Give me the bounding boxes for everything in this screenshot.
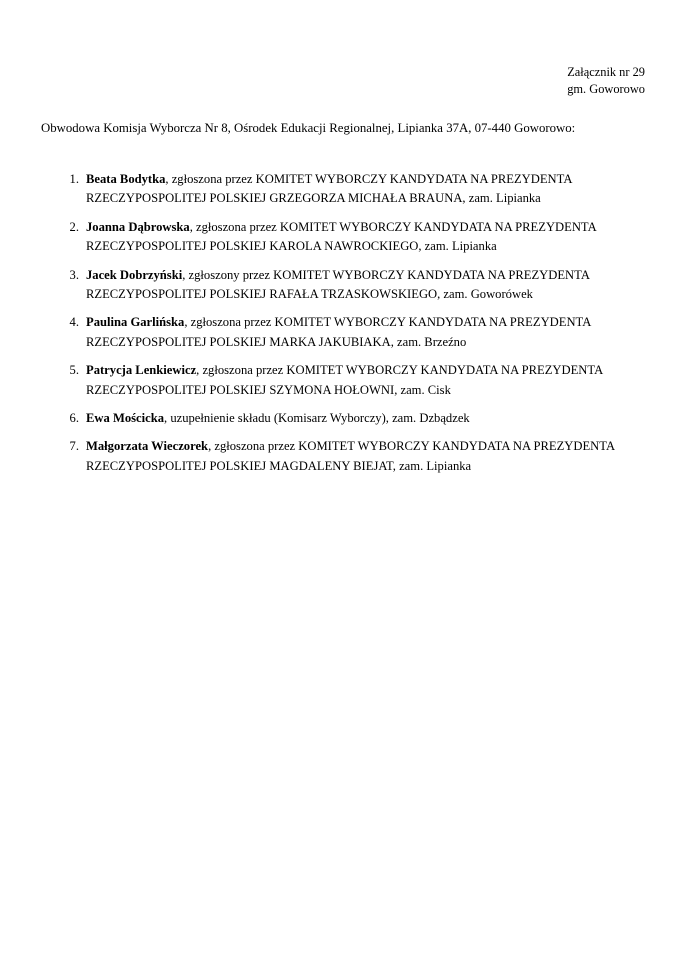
list-item-number: 1. <box>69 172 79 186</box>
list-item <box>41 170 649 209</box>
candidate-detail: , zgłoszona przez KOMITET WYBORCZY KANDYDATA NA PREZYDENTA RZECZYPOSPOLITEJ POLSKIEJ MAGDALENY BIEJAT, zam. Lipianka <box>86 439 615 473</box>
candidate-name: Jacek Dobrzyński <box>86 267 183 282</box>
document-header <box>567 64 645 98</box>
list-item-number: 2. <box>69 219 79 234</box>
list-item-number: 7. <box>69 439 79 454</box>
commission-heading: Obwodowa Komisja Wyborcza Nr 8, Ośrodek Edukacji Regionalnej, Lipianka 37A, 07-440 Goworowo: <box>41 121 576 135</box>
candidate-name: Beata Bodytka <box>86 172 166 186</box>
list-item-number: 3. <box>69 267 79 282</box>
candidate-detail: , uzupełnienie składu (Komisarz Wyborczy), zam. Dzbądzek <box>164 411 470 426</box>
list-item <box>41 218 649 257</box>
candidate-detail: , zgłoszona przez KOMITET WYBORCZY KANDYDATA NA PREZYDENTA RZECZYPOSPOLITEJ POLSKIEJ GRZEGORZA MICHAŁA BRAUNA, zam. Lipianka <box>86 172 572 206</box>
list-item <box>41 313 649 352</box>
candidate-detail: , zgłoszona przez KOMITET WYBORCZY KANDYDATA NA PREZYDENTA RZECZYPOSPOLITEJ POLSKIEJ MARKA JAKUBIAKA, zam. Brzeźno <box>86 315 591 349</box>
list-item <box>41 437 649 476</box>
candidate-name: Ewa Mościcka <box>86 411 165 426</box>
candidate-name: Paulina Garlińska <box>86 315 185 330</box>
candidate-detail: , zgłoszona przez KOMITET WYBORCZY KANDYDATA NA PREZYDENTA RZECZYPOSPOLITEJ POLSKIEJ KAROLA NAWROCKIEGO, zam. Lipianka <box>86 219 597 254</box>
candidate-detail: , zgłoszona przez KOMITET WYBORCZY KANDYDATA NA PREZYDENTA RZECZYPOSPOLITEJ POLSKIEJ SZYMONA HOŁOWNI, zam. Cisk <box>86 363 603 397</box>
list-item-number: 6. <box>69 411 79 426</box>
attachment-number: Załącznik nr 29 <box>567 65 645 79</box>
candidate-name: Małgorzata Wieczorek <box>86 439 209 454</box>
candidate-name: Joanna Dąbrowska <box>86 219 190 234</box>
municipality-name: gm. Goworowo <box>567 82 645 96</box>
candidate-detail: , zgłoszony przez KOMITET WYBORCZY KANDYDATA NA PREZYDENTA RZECZYPOSPOLITEJ POLSKIEJ RAFAŁA TRZASKOWSKIEGO, zam. Goworówek <box>86 267 590 302</box>
list-item <box>41 409 649 428</box>
candidate-list <box>41 170 649 485</box>
list-item <box>41 361 649 400</box>
list-item <box>41 266 649 305</box>
list-item-number: 5. <box>69 363 79 378</box>
candidate-name: Patrycja Lenkiewicz <box>86 363 197 378</box>
list-item-number: 4. <box>69 315 79 330</box>
